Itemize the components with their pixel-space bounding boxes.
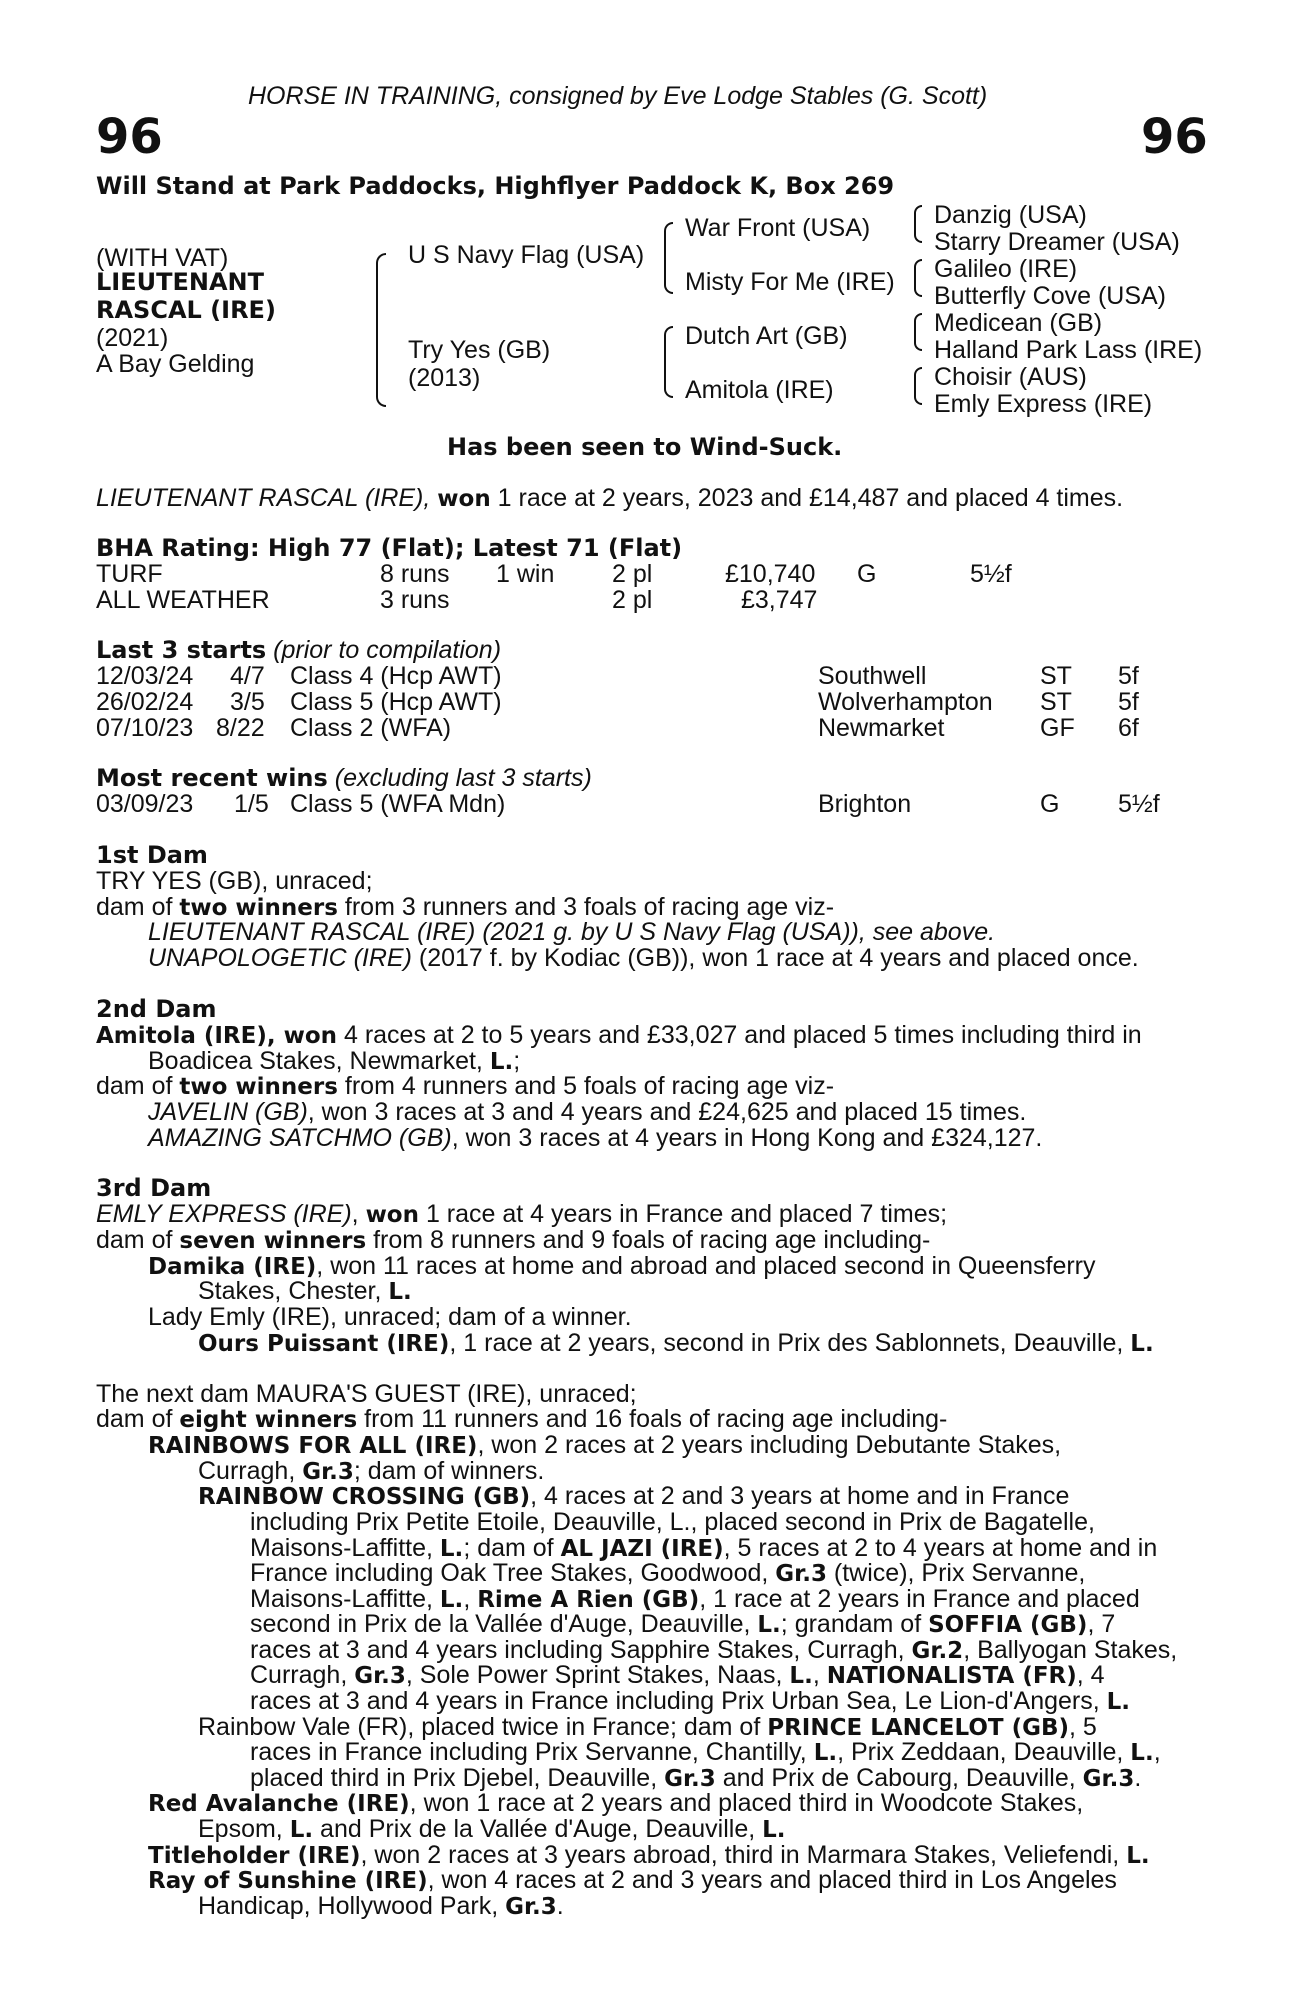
next-dam-line: RAINBOWS FOR ALL (IRE), won 2 races at 2 years including Debutante Stakes, [148,1431,1062,1459]
brace-dd [914,367,922,405]
last-starts-heading: Last 3 starts [96,636,267,664]
third-dam-line: Stakes, Chester, L. [198,1277,412,1305]
second-dam-line: Amitola (IRE), won 4 races at 2 to 5 years and £33,027 and placed 5 times including third in [96,1021,1142,1049]
start-dist: 5f [1118,688,1139,716]
next-dam-line: Ray of Sunshine (IRE), won 4 races at 2 and 3 years and placed third in Los Angeles [148,1866,1117,1894]
lot-number-left: 96 [96,109,163,165]
win-dist: 5½f [1118,790,1160,818]
next-dam-line: Red Avalanche (IRE), won 1 race at 2 years and placed third in Woodcote Stakes, [148,1789,1084,1817]
third-dam-line: dam of seven winners from 8 runners and 9 foals of racing age including- [96,1226,931,1254]
horse-description: A Bay Gelding [96,350,255,378]
third-dam-line: EMLY EXPRESS (IRE), won 1 race at 4 years in France and placed 7 times; [96,1200,948,1228]
pedigree-sire: U S Navy Flag (USA) [408,241,645,269]
next-dam-line: Epsom, L. and Prix de la Vallée d'Auge, Deauville, L. [198,1815,786,1843]
second-dam-title: 2nd Dam [96,995,217,1023]
next-dam-line: Handicap, Hollywood Park, Gr.3. [198,1892,564,1920]
summary-won: won [437,486,491,512]
start-course: Southwell [818,662,927,690]
start-going: GF [1040,714,1075,742]
location-line: Will Stand at Park Paddocks, Highflyer Paddock K, Box 269 [96,172,895,200]
first-dam-title: 1st Dam [96,841,208,869]
start-position: 8/22 [216,714,265,742]
win-course: Brighton [818,790,912,818]
third-dam-title: 3rd Dam [96,1174,212,1202]
last-starts-title [96,638,501,663]
first-dam-line: dam of two winners from 3 runners and 3 foals of racing age viz- [96,893,835,921]
rating-wins: 1 win [496,560,555,588]
next-dam-line: races at 3 and 4 years in France including Prix Urban Sea, Le Lion-d'Angers, L. [250,1687,1131,1715]
rating-dist: 5½f [970,560,1012,588]
start-position: 3/5 [230,688,265,716]
rating-prize: £10,740 [725,560,816,588]
recent-wins-heading: Most recent wins [96,764,328,792]
pedigree-dd-dam: Emly Express (IRE) [934,390,1153,418]
start-position: 4/7 [230,662,265,690]
start-course: Wolverhampton [818,688,993,716]
rating-going: G [857,560,877,588]
next-dam-line: Curragh, Gr.3; dam of winners. [198,1457,545,1485]
win-position: 1/5 [234,790,269,818]
second-dam-line: dam of two winners from 4 runners and 5 foals of racing age viz- [96,1072,835,1100]
start-going: ST [1040,688,1072,716]
pedigree-dam-dam: Amitola (IRE) [685,376,834,404]
pedigree-sd-dam: Butterfly Cove (USA) [934,282,1167,310]
first-dam-line: UNAPOLOGETIC (IRE) (2017 f. by Kodiac (GB)), won 1 race at 4 years and placed once. [148,944,1139,972]
win-going: G [1040,790,1060,818]
pedigree-dam-year: (2013) [408,364,481,392]
summary-name: LIEUTENANT RASCAL (IRE), [96,484,431,512]
next-dam-line: Maisons-Laffitte, L., Rime A Rien (GB), 1 race at 2 years in France and placed [250,1585,1140,1613]
start-date: 12/03/24 [96,662,194,690]
next-dam-line: races in France including Prix Servanne, Chantilly, L., Prix Zeddaan, Deauville, L., [250,1738,1161,1766]
first-dam-line: TRY YES (GB), unraced; [96,867,373,895]
next-dam-line: Rainbow Vale (FR), placed twice in France; dam of PRINCE LANCELOT (GB), 5 [198,1713,1097,1741]
second-dam-line: JAVELIN (GB), won 3 races at 3 and 4 years and £24,625 and placed 15 times. [148,1098,1027,1126]
next-dam-line: races at 3 and 4 years including Sapphire Stakes, Curragh, Gr.2, Ballyogan Stakes, [250,1636,1178,1664]
next-dam-line: Titleholder (IRE), won 2 races at 3 years abroad, third in Marmara Stakes, Veliefendi, L. [148,1841,1150,1869]
next-dam-line: including Prix Petite Etoile, Deauville, L., placed second in Prix de Bagatelle, [250,1508,1095,1536]
next-dam-line: RAINBOW CROSSING (GB), 4 races at 2 and 3 years at home and in France [198,1482,1070,1510]
bha-rating-title: BHA Rating: High 77 (Flat); Latest 71 (Flat) [96,534,683,562]
third-dam-line: Damika (IRE), won 11 races at home and abroad and placed second in Queensferry [148,1252,1096,1280]
second-dam-line: AMAZING SATCHMO (GB), won 3 races at 4 years in Hong Kong and £324,127. [148,1124,1043,1152]
win-race: Class 5 (WFA Mdn) [290,790,506,818]
rating-prize: £3,747 [741,586,818,614]
recent-wins-title [96,766,592,791]
start-race: Class 4 (Hcp AWT) [290,662,502,690]
rating-runs: 3 runs [380,586,450,614]
brace-sd [914,259,922,297]
rating-runs: 8 runs [380,560,450,588]
lot-number-right: 96 [1141,109,1208,165]
next-dam-line: France including Oak Tree Stakes, Goodwood, Gr.3 (twice), Prix Servanne, [250,1559,1086,1587]
brace-dam [664,326,673,398]
horse-name-line2: RASCAL (IRE) [96,296,276,324]
brace-gen1 [376,253,386,407]
next-dam-line: The next dam MAURA'S GUEST (IRE), unraced; [96,1380,637,1408]
brace-ss [914,205,922,243]
rating-surface: ALL WEATHER [96,586,270,614]
rating-placed: 2 pl [612,560,653,588]
start-date: 07/10/23 [96,714,194,742]
summary-rest: 1 race at 2 years, 2023 and £14,487 and placed 4 times. [497,484,1124,512]
race-summary [96,486,1123,511]
start-course: Newmarket [818,714,945,742]
pedigree-sire-dam: Misty For Me (IRE) [685,268,895,296]
next-dam-line: placed third in Prix Djebel, Deauville, Gr.3 and Prix de Cabourg, Deauville, Gr.3. [250,1764,1142,1792]
horse-year: (2021) [96,324,169,352]
start-dist: 6f [1118,714,1139,742]
pedigree-dam-sire: Dutch Art (GB) [685,322,848,350]
recent-wins-subtitle: (excluding last 3 starts) [334,764,592,792]
brace-sire [664,222,673,294]
next-dam-line: dam of eight winners from 11 runners and 16 foals of racing age including- [96,1405,948,1433]
pedigree-sire-sire: War Front (USA) [685,214,871,242]
pedigree-ss-sire: Danzig (USA) [934,201,1087,229]
rating-placed: 2 pl [612,586,653,614]
pedigree-dd-sire: Choisir (AUS) [934,363,1087,391]
pedigree-ds-dam: Halland Park Lass (IRE) [934,336,1203,364]
start-race: Class 5 (Hcp AWT) [290,688,502,716]
brace-ds [914,313,922,351]
third-dam-line: Ours Puissant (IRE), 1 race at 2 years, second in Prix des Sablonnets, Deauville, L. [198,1329,1154,1357]
wind-suck-note: Has been seen to Wind-Suck. [447,433,843,461]
pedigree-ss-dam: Starry Dreamer (USA) [934,228,1180,256]
next-dam-line: Maisons-Laffitte, L.; dam of AL JAZI (IRE), 5 races at 2 to 4 years at home and in [250,1534,1158,1562]
second-dam-line: Boadicea Stakes, Newmarket, L.; [148,1047,521,1075]
start-race: Class 2 (WFA) [290,714,452,742]
start-date: 26/02/24 [96,688,194,716]
start-going: ST [1040,662,1072,690]
last-starts-subtitle: (prior to compilation) [273,636,502,664]
rating-surface: TURF [96,560,163,588]
first-dam-line: LIEUTENANT RASCAL (IRE) (2021 g. by U S Navy Flag (USA)), see above. [148,918,996,946]
pedigree-sd-sire: Galileo (IRE) [934,255,1078,283]
start-dist: 5f [1118,662,1139,690]
vat-label: (WITH VAT) [96,244,229,272]
third-dam-line: Lady Emly (IRE), unraced; dam of a winner. [148,1303,632,1331]
win-date: 03/09/23 [96,790,194,818]
next-dam-line: Curragh, Gr.3, Sole Power Sprint Stakes, Naas, L., NATIONALISTA (FR), 4 [250,1661,1105,1689]
horse-name-line1: LIEUTENANT [96,268,264,296]
pedigree-dam: Try Yes (GB) [408,336,551,364]
pedigree-ds-sire: Medicean (GB) [934,309,1103,337]
consignor-line: HORSE IN TRAINING, consigned by Eve Lodge Stables (G. Scott) [248,82,988,110]
next-dam-line: second in Prix de la Vallée d'Auge, Deauville, L.; grandam of SOFFIA (GB), 7 [250,1610,1116,1638]
